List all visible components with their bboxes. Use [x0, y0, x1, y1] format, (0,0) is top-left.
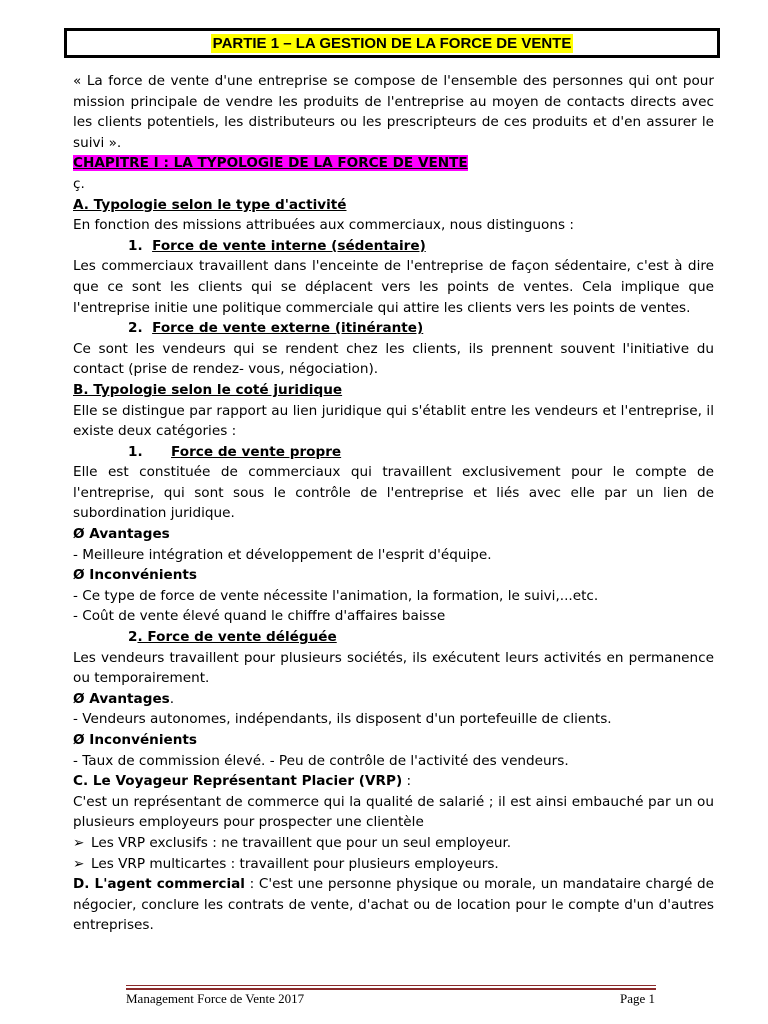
disadvantages-text-1: - Ce type de force de vente nécessite l'animation, la formation, le suivi,...etc. — [73, 587, 599, 604]
disadvantages-label-2: Ø Inconvénients — [73, 732, 198, 748]
section-c-text: C'est un représentant de commerce qui la qualité de salarié ; il est ainsi embauché par un ou plusieurs employeurs pour prospecter une clientèle — [73, 793, 714, 831]
disadvantages-text-2: - Coût de vente élevé quand le chiffre d'affaires baisse — [73, 608, 446, 625]
item-number: 1. — [128, 237, 143, 254]
section-c-colon: : — [402, 773, 412, 790]
document-body — [73, 71, 714, 936]
chapter-title: CHAPITRE I : LA TYPOLOGIE DE LA FORCE DE VENTE — [73, 155, 468, 172]
advantages-dot: . — [169, 690, 175, 707]
section-a-item2-text: Ce sont les vendeurs qui se rendent chez les clients, ils prennent souvent l'initiative du contact (prise de rendez- vous, négociation). — [73, 340, 714, 378]
section-b-item2-heading — [73, 627, 714, 648]
item-number: 2 — [128, 629, 138, 646]
advantages-text-2: - Vendeurs autonomes, indépendants, ils disposent d'un portefeuille de clients. — [73, 711, 612, 728]
section-d-text: : C'est une personne physique ou morale, un mandataire chargé de négocier, conclure les contrats de vente, d'achat ou de location pour le compte d'un d'autres entreprises. — [73, 876, 714, 934]
advantages-text: - Meilleure intégration et développement de l'esprit d'équipe. — [73, 546, 492, 563]
bullet-item — [73, 833, 714, 854]
section-a-intro: En fonction des missions attribuées aux commerciaux, nous distinguons : — [73, 217, 574, 234]
footer-rule — [126, 985, 656, 986]
section-b-intro: Elle se distingue par rapport au lien juridique qui s'établit entre les vendeurs et l'entreprise, il existe deux catégories : — [73, 402, 714, 440]
section-a-item1-text: Les commerciaux travaillent dans l'enceinte de l'entreprise de façon sédentaire, c'est à dire que ce sont les clients qui se déplacent vers les points de ventes. Cela implique que l'entreprise initie une politique commerciale qui attire les clients vers les points de ventes. — [73, 258, 714, 316]
advantages-2 — [73, 689, 714, 710]
section-c-title: C. Le Voyageur Représentant Placier (VRP) — [73, 773, 403, 790]
section-d-title: D. L'agent commercial — [73, 876, 245, 893]
title-box — [64, 28, 720, 58]
section-a-heading: A. Typologie selon le type d'activité — [73, 196, 347, 213]
bullet-text: Les VRP exclusifs : ne travaillent que pour un seul employeur. — [91, 834, 512, 851]
section-a-item1-heading — [73, 236, 714, 257]
item-title: Force de vente interne (sédentaire) — [152, 237, 426, 254]
footer-title: Management Force de Vente 2017 — [126, 991, 305, 1006]
arrow-bullet-icon: ➢ — [73, 834, 85, 851]
section-b-item2-text: Les vendeurs travaillent pour plusieurs sociétés, ils exécutent leurs activités en permanence ou temporairement. — [73, 649, 714, 687]
section-b-item1-text: Elle est constituée de commerciaux qui travaillent exclusivement pour le compte de l'entreprise, qui sont sous le contrôle de l'entreprise et liés avec elle par un lien de subordination juridique. — [73, 464, 714, 522]
section-c-heading — [73, 771, 714, 792]
bullet-text: Les VRP multicartes : travaillent pour plusieurs employeurs. — [91, 855, 499, 872]
section-d-paragraph — [73, 874, 714, 936]
page-number: Page 1 — [619, 991, 655, 1006]
item-title: Force de vente propre — [171, 443, 342, 460]
footer-rule-thick — [126, 988, 656, 990]
page-title: PARTIE 1 – LA GESTION DE LA FORCE DE VENTE — [212, 35, 572, 52]
arrow-bullet-icon: ➢ — [73, 855, 85, 872]
section-a-item2-heading — [73, 318, 714, 339]
section-b-item1-heading — [73, 442, 714, 463]
disadvantages-label: Ø Inconvénients — [73, 567, 198, 584]
bullet-item — [73, 854, 714, 875]
section-b-heading: B. Typologie selon le coté juridique — [73, 381, 343, 398]
item-number: 1. — [128, 443, 143, 460]
item-title: Force de vente externe (itinérante) — [152, 320, 424, 337]
chapter-heading — [73, 153, 714, 174]
disadvantages-text-3: - Taux de commission élevé. - Peu de contrôle de l'activité des vendeurs. — [73, 752, 569, 769]
stray-text: ç. — [73, 175, 85, 192]
intro-paragraph: « La force de vente d'une entreprise se compose de l'ensemble des personnes qui ont pour mission principale de vendre les produits de l'entreprise au moyen de contacts directs avec les clients potentiels, les distributeurs ou les prescripteurs de ces produits et d'en assurer le suivi ». — [73, 73, 714, 151]
item-number: 2. — [128, 320, 143, 337]
advantages-label: Ø Avantages — [73, 526, 170, 543]
item-title: . Force de vente déléguée — [137, 629, 337, 646]
advantages-label: Ø Avantages — [73, 690, 170, 707]
